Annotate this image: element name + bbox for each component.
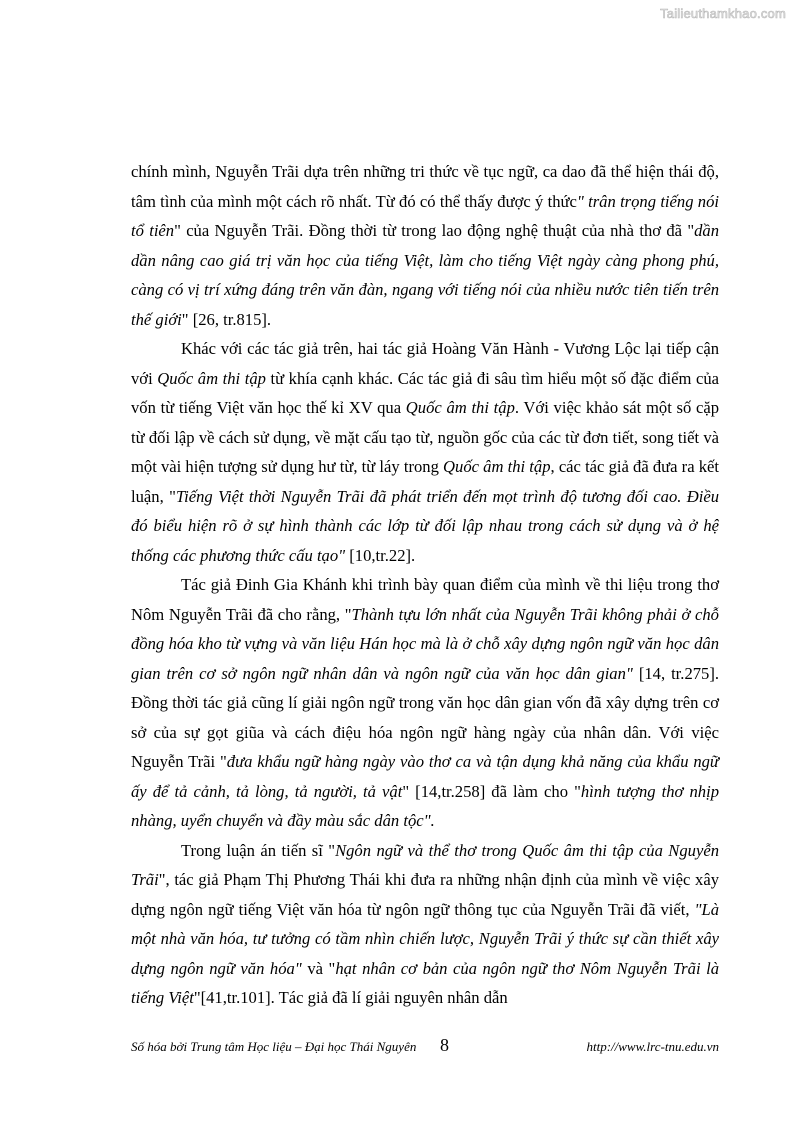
text-run: Trong luận án tiến sĩ " bbox=[181, 840, 336, 860]
paragraph bbox=[131, 570, 719, 836]
italic-quote-run: " trân trọng tiếng nói tổ tiên bbox=[131, 191, 719, 240]
page-number: 8 bbox=[440, 1035, 449, 1055]
paragraph bbox=[131, 836, 719, 1013]
footer-url: http://www.lrc-tnu.edu.vn bbox=[586, 1039, 719, 1054]
italic-quote-run: Quốc âm thi tập bbox=[157, 368, 266, 388]
italic-quote-run: Ngôn ngữ và thể thơ trong Quốc âm thi tập của Nguyễn Trãi bbox=[131, 840, 719, 889]
text-run: và " bbox=[301, 958, 336, 978]
text-run: " [14,tr.258] đã làm cho " bbox=[402, 781, 581, 801]
text-run: [10,tr.22]. bbox=[345, 545, 416, 565]
text-run: , các tác giả đã đưa ra kết luận, " bbox=[131, 457, 719, 506]
body-text bbox=[131, 157, 719, 1013]
italic-quote-run: đưa khẩu ngữ hàng ngày vào thơ ca và tận dụng khả năng của khẩu ngữ ấy để tả cảnh, tả lòng, tả người, tả vật bbox=[131, 752, 719, 801]
watermark-text: Tailieuthamkhao.com bbox=[660, 6, 786, 21]
text-run: Tác giả Đinh Gia Khánh khi trình bày quan điểm của mình về thi liệu trong thơ Nôm Nguyễn Trãi đã cho rằng, " bbox=[131, 575, 719, 624]
text-run: . Với việc khảo sát một số cặp từ đối lập về cách sử dụng, về mặt cấu tạo từ, nguồn gốc của các từ đơn tiết, song tiết và một vài hiện tượng sử dụng hư từ, từ láy trong bbox=[131, 398, 720, 476]
text-run: "[41,tr.101]. Tác giả đã lí giải nguyên nhân dẫn bbox=[193, 988, 508, 1007]
text-run: ", tác giả Phạm Thị Phương Thái khi đưa ra những nhận định của mình về việc xây dựng ngôn ngữ tiếng Việt văn hóa từ ngôn ngữ thông tục của Nguyễn Trãi đã viết, bbox=[131, 870, 719, 919]
italic-quote-run: Tiếng Việt thời Nguyễn Trãi đã phát triển đến mọt trình độ tương đối cao. Điều đó biểu hiện rõ ở sự hình thành các lớp từ đối lập nhau trong cách sử dụng và ở hệ thống các phương thức cấu tạo" bbox=[131, 486, 719, 565]
paragraph bbox=[131, 334, 719, 570]
italic-quote-run: Quốc âm thi tập bbox=[443, 457, 551, 476]
page-footer bbox=[131, 1037, 719, 1059]
italic-quote-run: hình tượng thơ nhịp nhàng, uyển chuyển và đầy màu sắc dân tộc". bbox=[131, 781, 719, 830]
footer-digitization-credit: Số hóa bởi Trung tâm Học liệu – Đại học Thái Nguyên bbox=[131, 1039, 417, 1054]
italic-quote-run: dần dần nâng cao giá trị văn học của tiếng Việt, làm cho tiếng Việt ngày càng phong phú, càng có vị trí xứng đáng trên văn đàn, ngang với tiếng nói của nhiều nước tiên tiến trên thế giới bbox=[131, 221, 719, 329]
italic-quote-run: Thành tựu lớn nhất của Nguyễn Trãi không phải ở chỗ đồng hóa kho từ vựng và văn liệu Hán học mà là ở chỗ xây dựng ngôn ngữ văn học dân gian trên cơ sở ngôn ngữ nhân dân và ngôn ngữ của văn học dân gian" bbox=[131, 604, 719, 683]
italic-quote-run: Quốc âm thi tập bbox=[405, 398, 515, 417]
text-run: [14, tr.275]. Đồng thời tác giả cũng lí giải ngôn ngữ trong văn học dân gian vốn đã xây dựng trên cơ sở của sự gọt giũa và cách điệu hóa ngôn ngữ hàng ngày của nhân dân. Với việc Nguyễn Trãi " bbox=[131, 663, 720, 771]
italic-quote-run: hạt nhân cơ bản của ngôn ngữ thơ Nôm Nguyễn Trãi là tiếng Việt bbox=[131, 958, 720, 1007]
text-run: chính mình, Nguyễn Trãi dựa trên những tri thức về tục ngữ, ca dao đã thể hiện thái độ, tâm tình của mình một cách rõ nhất. Từ đó có thể thấy được ý thức bbox=[131, 162, 719, 211]
text-run: " [26, tr.815]. bbox=[181, 309, 272, 329]
paragraph bbox=[131, 157, 719, 334]
text-run: từ khía cạnh khác. Các tác giả đi sâu tìm hiểu một số đặc điểm của vốn từ tiếng Việt văn học thế kỉ XV qua bbox=[131, 368, 720, 417]
italic-quote-run: "Là một nhà văn hóa, tư tưởng có tầm nhìn chiến lược, Nguyễn Trãi ý thức sự cần thiết xây dựng ngôn ngữ văn hóa" bbox=[131, 899, 719, 978]
text-run: " của Nguyễn Trãi. Đồng thời từ trong lao động nghệ thuật của nhà thơ đã " bbox=[174, 221, 695, 240]
text-run: Khác với các tác giả trên, hai tác giả Hoàng Văn Hành - Vương Lộc lại tiếp cận với bbox=[131, 339, 719, 388]
